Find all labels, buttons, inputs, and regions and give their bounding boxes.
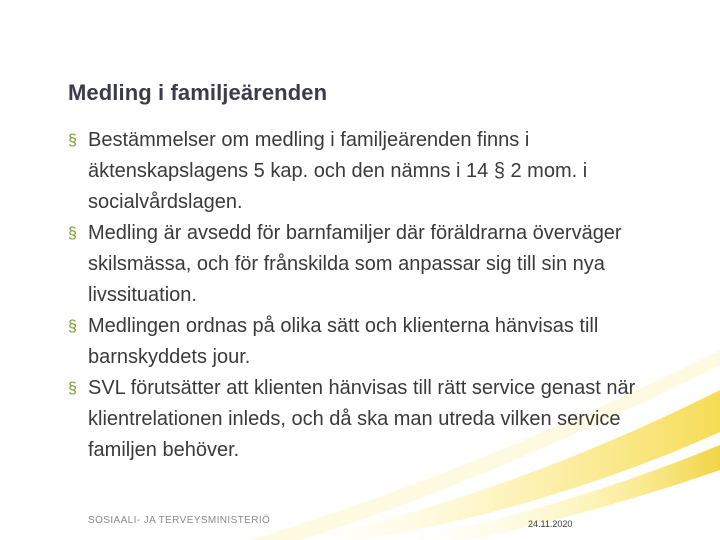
bullet-item [68,373,668,466]
section-sign-bullet-icon: § [68,380,77,397]
bullet-list [68,125,668,466]
bullet-text: SVL förutsätter att klienten hänvisas till rätt service genast när klientrelationen inleds, och då ska man utreda vilken service familjen behöver. [88,377,636,461]
bullet-item [68,125,668,218]
bullet-item [68,311,668,373]
bullet-text: Medling är avsedd för barnfamiljer där föräldrarna överväger skilsmässa, och för frånskilda som anpassar sig till sin nya livssituation. [88,222,622,306]
section-sign-bullet-icon: § [68,132,77,149]
section-sign-bullet-icon: § [68,318,77,335]
footer-date: 24.11.2020 [528,519,573,529]
slide-title: Medling i familjeärenden [68,80,328,105]
footer-organization: SOSIAALI- JA TERVEYSMINISTERIÖ [88,515,271,526]
section-sign-bullet-icon: § [68,225,77,242]
bullet-item [68,218,668,311]
bullet-text: Bestämmelser om medling i familjeärenden finns i äktenskapslagens 5 kap. och den nämns i 14 § 2 mom. i socialvårdslagen. [88,129,588,213]
bullet-text: Medlingen ordnas på olika sätt och klienterna hänvisas till barnskyddets jour. [88,315,599,368]
